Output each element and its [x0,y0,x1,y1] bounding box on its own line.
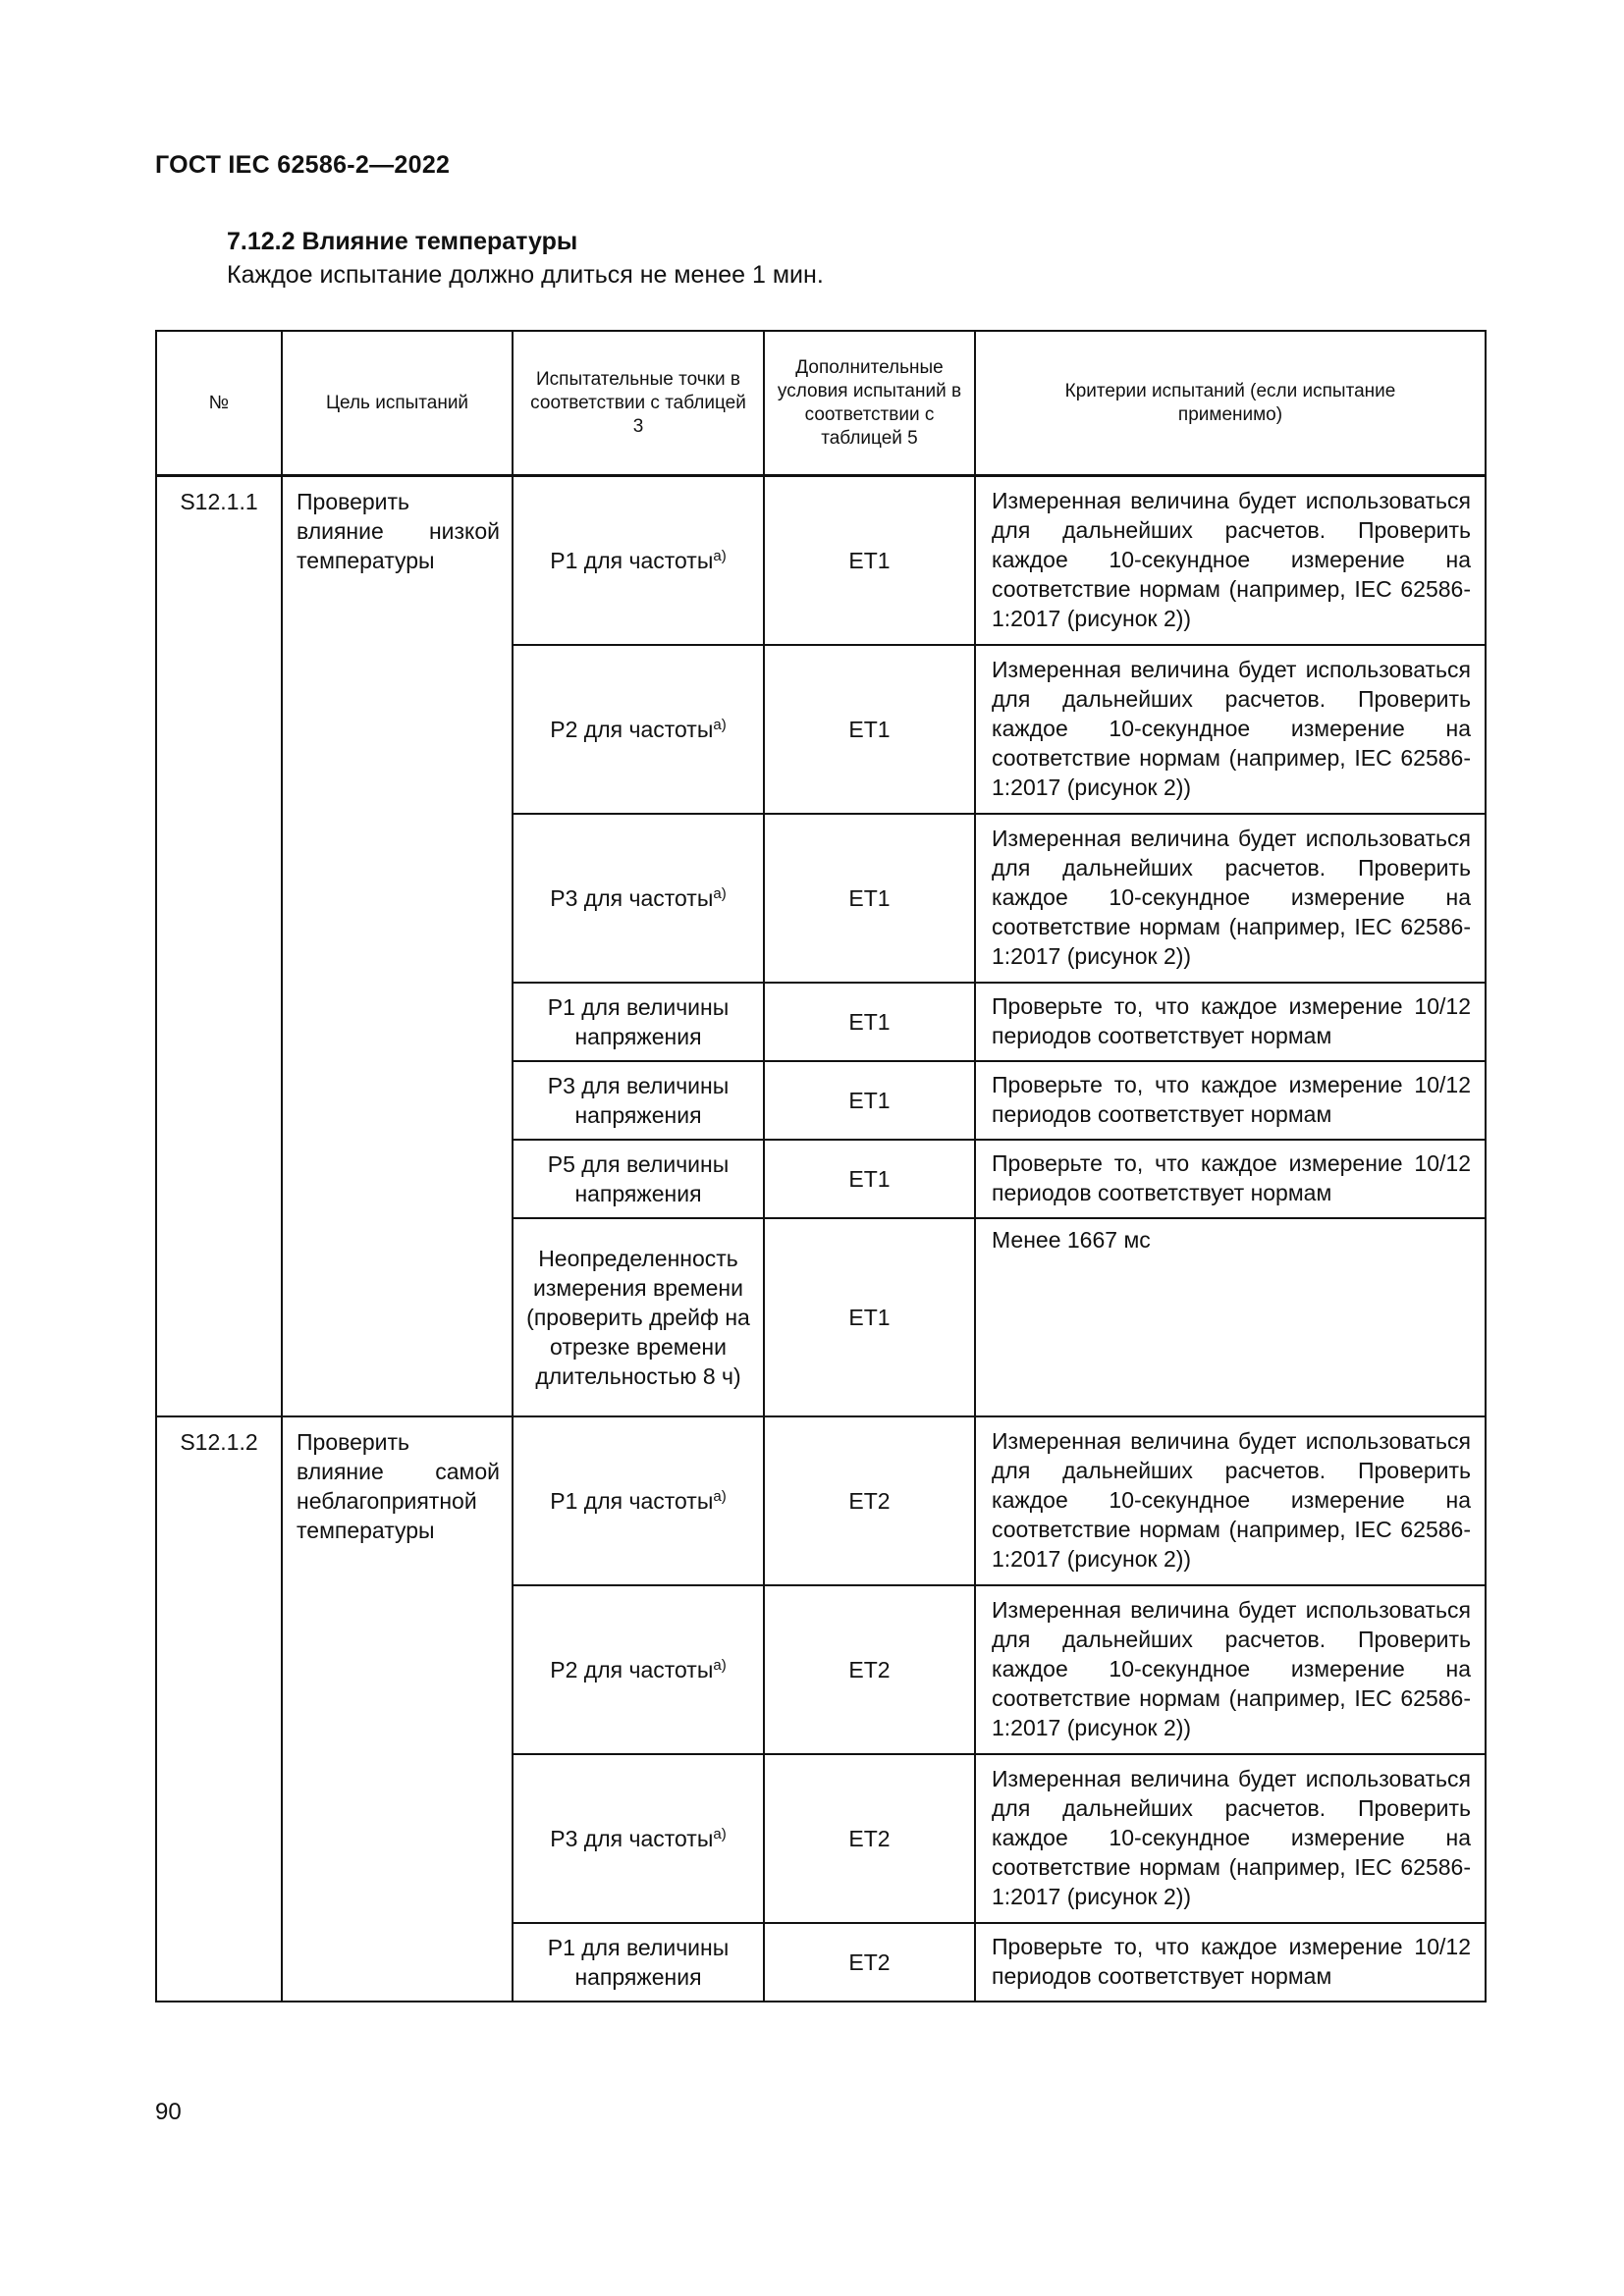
test-condition: ET2 [764,1923,975,2002]
test-point: Неопределенность измерения времени (проверить дрейф на отрезке времени длительностью 8 ч) [513,1218,764,1416]
test-condition: ET1 [764,645,975,814]
document-header: ГОСТ IEC 62586-2—2022 [155,151,451,179]
test-point: P1 для частоты$^{а)}$ [513,476,764,645]
header-points: Испытательные точки в соответствии с таблицей 3 [513,331,764,476]
test-point: P5 для величины напряжения [513,1140,764,1218]
test-id: S12.1.2 [156,1416,282,2002]
test-condition: ET1 [764,1140,975,1218]
test-point: P3 для частоты$^{а)}$ [513,1754,764,1923]
test-point: P3 для величины напряжения [513,1061,764,1140]
header-criteria: Критерии испытаний (если испытание применимо) [975,331,1486,476]
test-point: P1 для величины напряжения [513,983,764,1061]
test-table [155,330,1487,2002]
footnote-mark: а) [713,716,727,733]
footnote-mark: а) [713,547,727,564]
test-criteria: Измеренная величина будет использоваться для дальнейших расчетов. Проверить каждое 10-секундное измерение на соответствие нормам (например, IEC 62586-1:2017 (рисунок 2)) [975,1754,1486,1923]
test-criteria: Проверьте то, что каждое измерение 10/12 периодов соответствует нормам [975,1140,1486,1218]
test-condition: ET1 [764,814,975,983]
test-condition: ET1 [764,1218,975,1416]
header-num: № [156,331,282,476]
table-row [156,476,1486,645]
footnote-mark: а) [713,884,727,902]
test-id: S12.1.1 [156,476,282,1416]
header-goal: Цель испытаний [282,331,513,476]
test-condition: ET2 [764,1754,975,1923]
section-title: 7.12.2 Влияние температуры [227,228,578,255]
test-criteria: Измеренная величина будет использоваться для дальнейших расчетов. Проверить каждое 10-секундное измерение на соответствие нормам (например, IEC 62586-1:2017 (рисунок 2)) [975,645,1486,814]
test-point: P2 для частоты$^{а)}$ [513,1585,764,1754]
test-condition: ET1 [764,476,975,645]
table-header-row [156,331,1486,476]
test-criteria: Измеренная величина будет использоваться для дальнейших расчетов. Проверить каждое 10-секундное измерение на соответствие нормам (например, IEC 62586-1:2017 (рисунок 2)) [975,1585,1486,1754]
test-condition: ET1 [764,983,975,1061]
test-criteria: Менее 1667 мс [975,1218,1486,1416]
test-criteria: Измеренная величина будет использоваться для дальнейших расчетов. Проверить каждое 10-секундное измерение на соответствие нормам (например, IEC 62586-1:2017 (рисунок 2)) [975,1416,1486,1585]
table-row [156,1416,1486,1585]
test-condition: ET2 [764,1585,975,1754]
page-number: 90 [155,2099,182,2125]
test-criteria: Проверьте то, что каждое измерение 10/12 периодов соответствует нормам [975,983,1486,1061]
header-conditions: Дополнительные условия испытаний в соответствии с таблицей 5 [764,331,975,476]
section-intro: Каждое испытание должно длиться не менее 1 мин. [227,261,824,289]
test-goal: Проверить влияние самой неблагоприятной температуры [282,1416,513,2002]
test-point: P1 для частоты$^{а)}$ [513,1416,764,1585]
footnote-mark: а) [713,1656,727,1674]
footnote-mark: а) [713,1825,727,1842]
test-condition: ET1 [764,1061,975,1140]
test-criteria: Измеренная величина будет использоваться для дальнейших расчетов. Проверить каждое 10-секундное измерение на соответствие нормам (например, IEC 62586-1:2017 (рисунок 2)) [975,476,1486,645]
test-point: P2 для частоты$^{а)}$ [513,645,764,814]
test-point: P1 для величины напряжения [513,1923,764,2002]
test-condition: ET2 [764,1416,975,1585]
test-criteria: Проверьте то, что каждое измерение 10/12 периодов соответствует нормам [975,1923,1486,2002]
test-point: P3 для частоты$^{а)}$ [513,814,764,983]
test-goal: Проверить влияние низкой температуры [282,476,513,1416]
test-criteria: Измеренная величина будет использоваться для дальнейших расчетов. Проверить каждое 10-секундное измерение на соответствие нормам (например, IEC 62586-1:2017 (рисунок 2)) [975,814,1486,983]
footnote-mark: а) [713,1487,727,1505]
test-criteria: Проверьте то, что каждое измерение 10/12 периодов соответствует нормам [975,1061,1486,1140]
